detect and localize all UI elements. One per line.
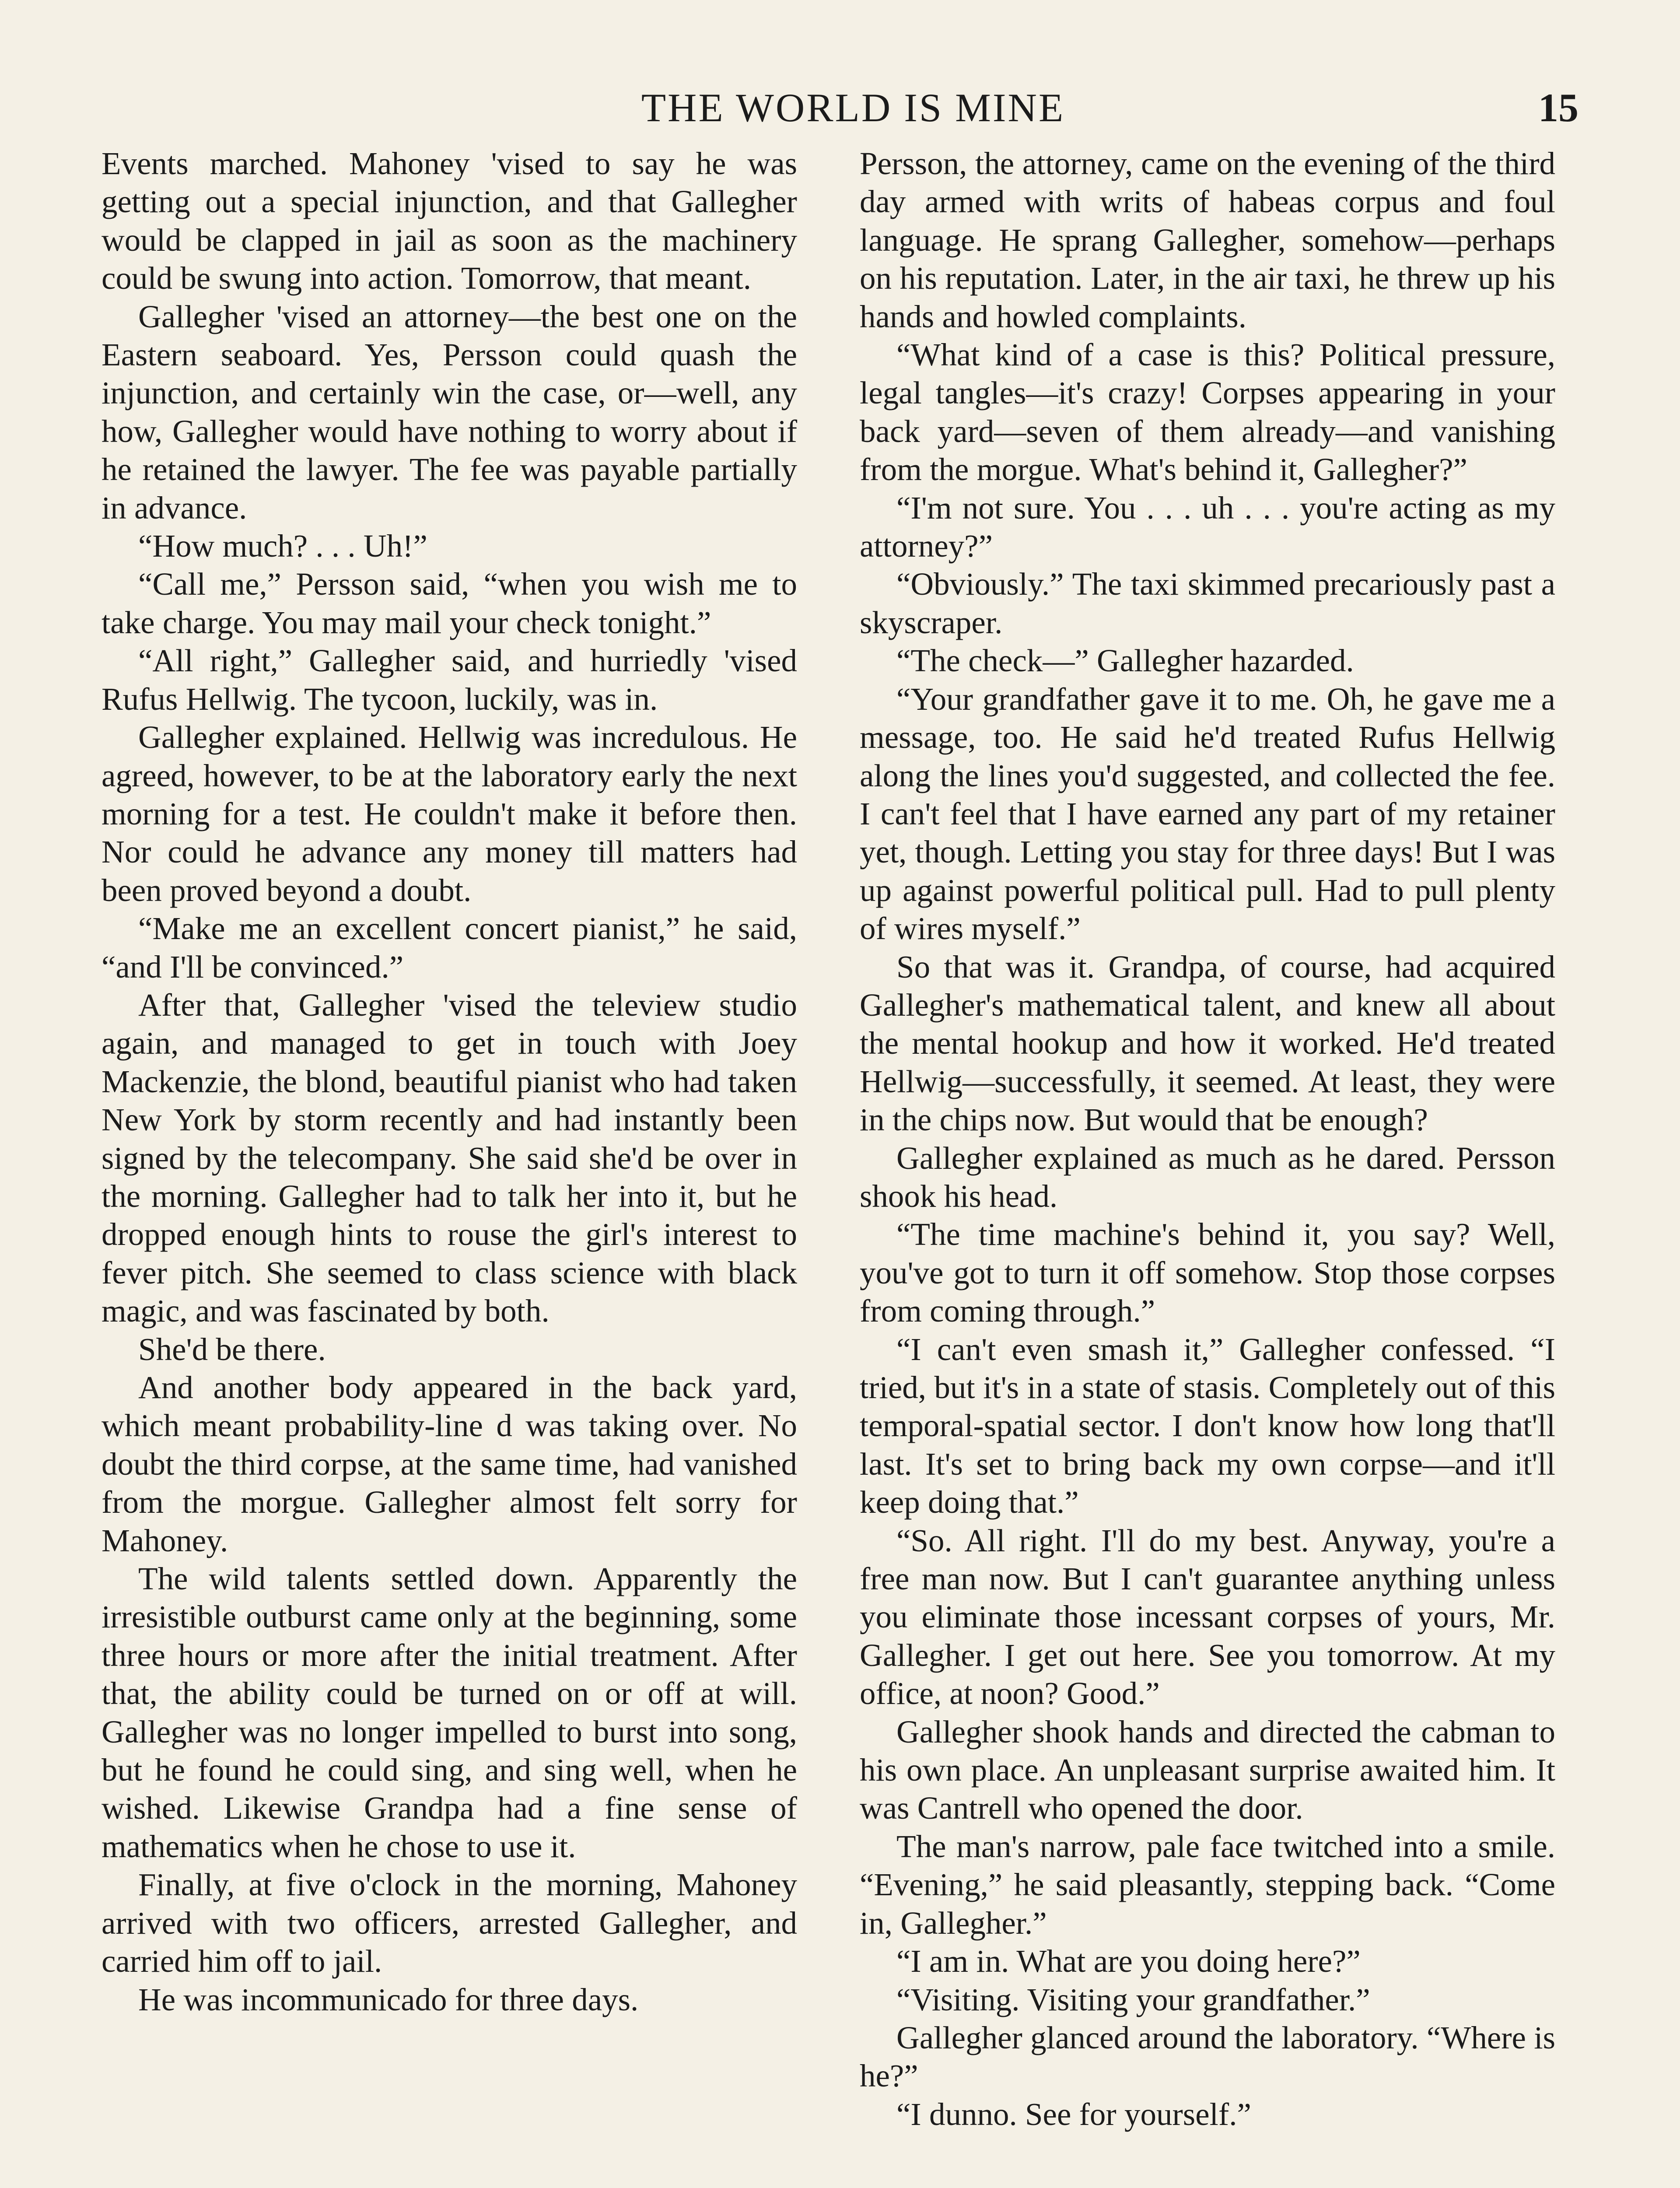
paragraph: So that was it. Grandpa, of course, had acquired Gallegher's mathematical talent, and knew all about the mental hookup and how it worked. He'd treated Hellwig—successfully, it seemed. At least, they were in the chips now. But would that be enough?: [860, 949, 1555, 1138]
paragraph: “How much? . . . Uh!”: [138, 528, 427, 564]
paragraph: “The check—” Gallegher hazarded.: [896, 643, 1354, 679]
paragraph: Persson, the attorney, came on the evening of the third day armed with writs of habeas corpus and foul language. He sprang Gallegher, somehow—perhaps on his reputation. Later, in the air taxi, he threw up his hands and howled complaints.: [860, 146, 1555, 334]
paragraph: “Obviously.” The taxi skimmed precariously past a skyscraper.: [860, 566, 1555, 640]
paragraph: Gallegher shook hands and directed the cabman to his own place. An unpleasant surprise awaited him. It was Cantrell who opened the door.: [860, 1714, 1555, 1826]
paragraph: “Visiting. Visiting your grandfather.”: [896, 1981, 1370, 2017]
running-title: THE WORLD IS MINE: [641, 85, 1065, 130]
paragraph: “What kind of a case is this? Political pressure, legal tangles—it's crazy! Corpses appearing in your back yard—seven of them already—and vanishing from the morgue. What's behind it, Gallegher?”: [860, 337, 1555, 487]
paragraph: Events marched. Mahoney 'vised to say he was getting out a special injunction, and that Gallegher would be clapped in jail as soon as the machinery could be swung into action. Tomorrow, that meant.: [102, 146, 797, 296]
paragraph: “I can't even smash it,” Gallegher confessed. “I tried, but it's in a state of stasis. Completely out of this temporal-spatial sector. I don't know how long that'll last. It's set to bring back my own corpse—and it'll keep doing that.”: [860, 1331, 1555, 1520]
paragraph: And another body appeared in the back yard, which meant probability-line d was taking over. No doubt the third corpse, at the same time, had vanished from the morgue. Gallegher almost felt sorry for Mahoney.: [102, 1370, 797, 1558]
paragraph: “I'm not sure. You . . . uh . . . you're acting as my attorney?”: [860, 490, 1555, 564]
paragraph: “All right,” Gallegher said, and hurriedly 'vised Rufus Hellwig. The tycoon, luckily, was in.: [102, 643, 797, 717]
paragraph: “The time machine's behind it, you say? Well, you've got to turn it off somehow. Stop those corpses from coming through.”: [860, 1217, 1555, 1329]
paragraph: Gallegher explained as much as he dared. Persson shook his head.: [860, 1140, 1555, 1214]
paragraph: “I am in. What are you doing here?”: [896, 1943, 1361, 1979]
paragraph: “Your grandfather gave it to me. Oh, he gave me a message, too. He said he'd treated Rufus Hellwig along the lines you'd suggested, and collected the fee. I can't feel that I have earned any part of my retainer yet, though. Letting you stay for three days! But I was up against powerful political pull. Had to pull plenty of wires myself.”: [860, 681, 1555, 947]
paragraph: Finally, at five o'clock in the morning, Mahoney arrived with two officers, arrested Gallegher, and carried him off to jail.: [102, 1867, 797, 1979]
paragraph: “Make me an excellent concert pianist,” he said, “and I'll be convinced.”: [102, 911, 797, 985]
paragraph: Gallegher glanced around the laboratory. “Where is he?”: [860, 2020, 1555, 2094]
paragraph: The man's narrow, pale face twitched into a smile. “Evening,” he said pleasantly, stepping back. “Come in, Gallegher.”: [860, 1828, 1555, 1941]
paragraph: Gallegher explained. Hellwig was incredulous. He agreed, however, to be at the laboratory early the next morning for a test. He couldn't make it before then. Nor could he advance any money till matters had been proved beyond a doubt.: [102, 719, 797, 908]
paragraph: She'd be there.: [138, 1331, 326, 1367]
paragraph: “So. All right. I'll do my best. Anyway, you're a free man now. But I can't guarantee anything unless you eliminate those incessant corpses of yours, Mr. Gallegher. I get out here. See you tomorrow. At my office, at noon? Good.”: [860, 1522, 1555, 1711]
running-header: [118, 81, 1588, 134]
paragraph: “I dunno. See for yourself.”: [896, 2096, 1251, 2132]
paragraph: “Call me,” Persson said, “when you wish me to take charge. You may mail your check tonight.”: [102, 566, 797, 640]
paragraph: Gallegher 'vised an attorney—the best one on the Eastern seaboard. Yes, Persson could quash the injunction, and certainly win the case, or—well, any how, Gallegher would have nothing to worry about if he retained the lawyer. The fee was payable partially in advance.: [102, 298, 797, 526]
left-text-column: [102, 144, 797, 2019]
right-text-column: [860, 144, 1555, 2133]
paragraph: He was incommunicado for three days.: [138, 1981, 639, 2017]
paragraph: The wild talents settled down. Apparently the irresistible outburst came only at the beginning, some three hours or more after the initial treatment. After that, the ability could be turned on or off at will. Gallegher was no longer impelled to burst into song, but he found he could sing, and sing well, when he wished. Likewise Grandpa had a fine sense of mathematics when he chose to use it.: [102, 1561, 797, 1864]
paragraph: After that, Gallegher 'vised the teleview studio again, and managed to get in touch with Joey Mackenzie, the blond, beautiful pianist who had taken New York by storm recently and had instantly been signed by the telecompany. She said she'd be over in the morning. Gallegher had to talk her into it, but he dropped enough hints to rouse the girl's interest to fever pitch. She seemed to class science with black magic, and was fascinated by both.: [102, 987, 797, 1329]
page-number: 15: [1538, 85, 1578, 130]
